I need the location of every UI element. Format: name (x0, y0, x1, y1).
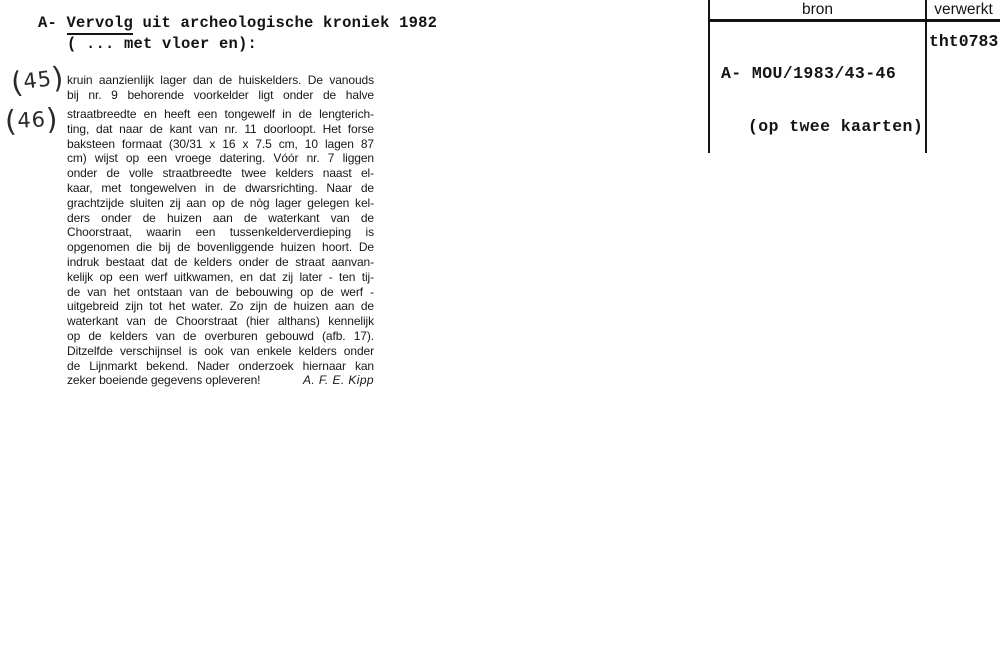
column-header-bron: bron (801, 1, 834, 18)
clipping-text-line: indruk bestaat dat de kelders onder de straat aanvan- (67, 255, 374, 270)
clipping-paragraph-top (67, 73, 374, 103)
note-number: 45 (21, 66, 54, 94)
clipping-text-line: grachtzijde sluiten zij aan op de nòg lager gelegen kel- (67, 195, 374, 210)
clipping-text-line: waterkant van de Choorstraat (hier althans) kennelijk (67, 314, 374, 329)
clipping-paragraph-main (67, 107, 374, 373)
clipping-text-line: kelijk op een werf uitkwamen, en dat zij later - ten tij- (67, 269, 374, 284)
header-title-underlined: Vervolg (67, 14, 134, 35)
clipping-closing-text: zeker boeiende gegevens opleveren! (67, 373, 261, 388)
clipping-text-line: ting, dat naar de kant van nr. 11 doorloopt. Het forse (67, 121, 374, 136)
clipping-text-line: opgenomen die bij de bovenliggende huizen hoort. De (67, 240, 374, 255)
handwritten-note-45 (9, 60, 66, 100)
clipping-text-line: kruin aanzienlijk lager dan de huiskelders. De vanouds (67, 73, 374, 87)
clipping-last-line (67, 373, 374, 388)
clipping-text-line: uitgebreid zijn tot het water. Zo zijn de huizen aan de (67, 299, 374, 314)
typed-header-line2: ( ... met vloer en): (67, 35, 258, 53)
author-signature: A. F. E. Kipp (302, 373, 374, 388)
clipping-text-line: Ditzelfde verschijnsel is ook van enkele kelders onder (67, 343, 374, 358)
header-title-rest: uit archeologische kroniek 1982 (133, 14, 438, 32)
bron-reference: A- MOU/1983/43-46 (721, 64, 897, 83)
note-number: 46 (16, 107, 47, 133)
verwerkt-cell: tht0783 (929, 32, 999, 51)
clipping-text-line: Choorstraat, waarin een tussenkelderverdieping is (67, 225, 374, 240)
newspaper-clipping (67, 73, 374, 388)
clipping-text-line: kaar, met tongewelven in de dwarsrichting. Naar de (67, 181, 374, 196)
table-header-rule (708, 19, 1000, 22)
typed-header-line1 (38, 14, 437, 32)
handwritten-note-46 (4, 102, 59, 139)
bron-cell (721, 30, 923, 170)
clipping-text-line: bij nr. 9 behorende voorkelder ligt onder de halve (67, 87, 374, 102)
close-paren: ) (45, 101, 60, 137)
bron-reference-note: (op twee kaarten) (748, 116, 924, 136)
clipping-text-line: cm) wijst op een vroege datering. Vóór nr. 7 liggen (67, 151, 374, 166)
clipping-text-line: op de kelders van de overburen gebouwd (afb. 17). (67, 329, 374, 344)
clipping-text-line: onder de volle straatbreedte twee kelders naast el- (67, 166, 374, 181)
close-paren: ) (49, 59, 67, 96)
header-prefix: A- (38, 14, 67, 32)
clipping-text-line: ders onder de huizen aan de waterkant van de (67, 210, 374, 225)
clipping-text-line: de van het ontstaan van de bebouwing op de werf - (67, 284, 374, 299)
open-paren: ( (9, 64, 26, 101)
table-column-divider (925, 0, 927, 153)
open-paren: ( (4, 103, 19, 139)
column-header-verwerkt: verwerkt (934, 1, 993, 18)
clipping-text-line: baksteen formaat (30/31 x 16 x 7.5 cm, 10 lagen 87 (67, 136, 374, 151)
clipping-text-line: de Lijnmarkt bekend. Nader onderzoek hiernaar kan (67, 358, 374, 373)
table-left-border (708, 0, 710, 153)
clipping-text-line: straatbreedte en heeft een tongewelf in de lengterich- (67, 107, 374, 122)
